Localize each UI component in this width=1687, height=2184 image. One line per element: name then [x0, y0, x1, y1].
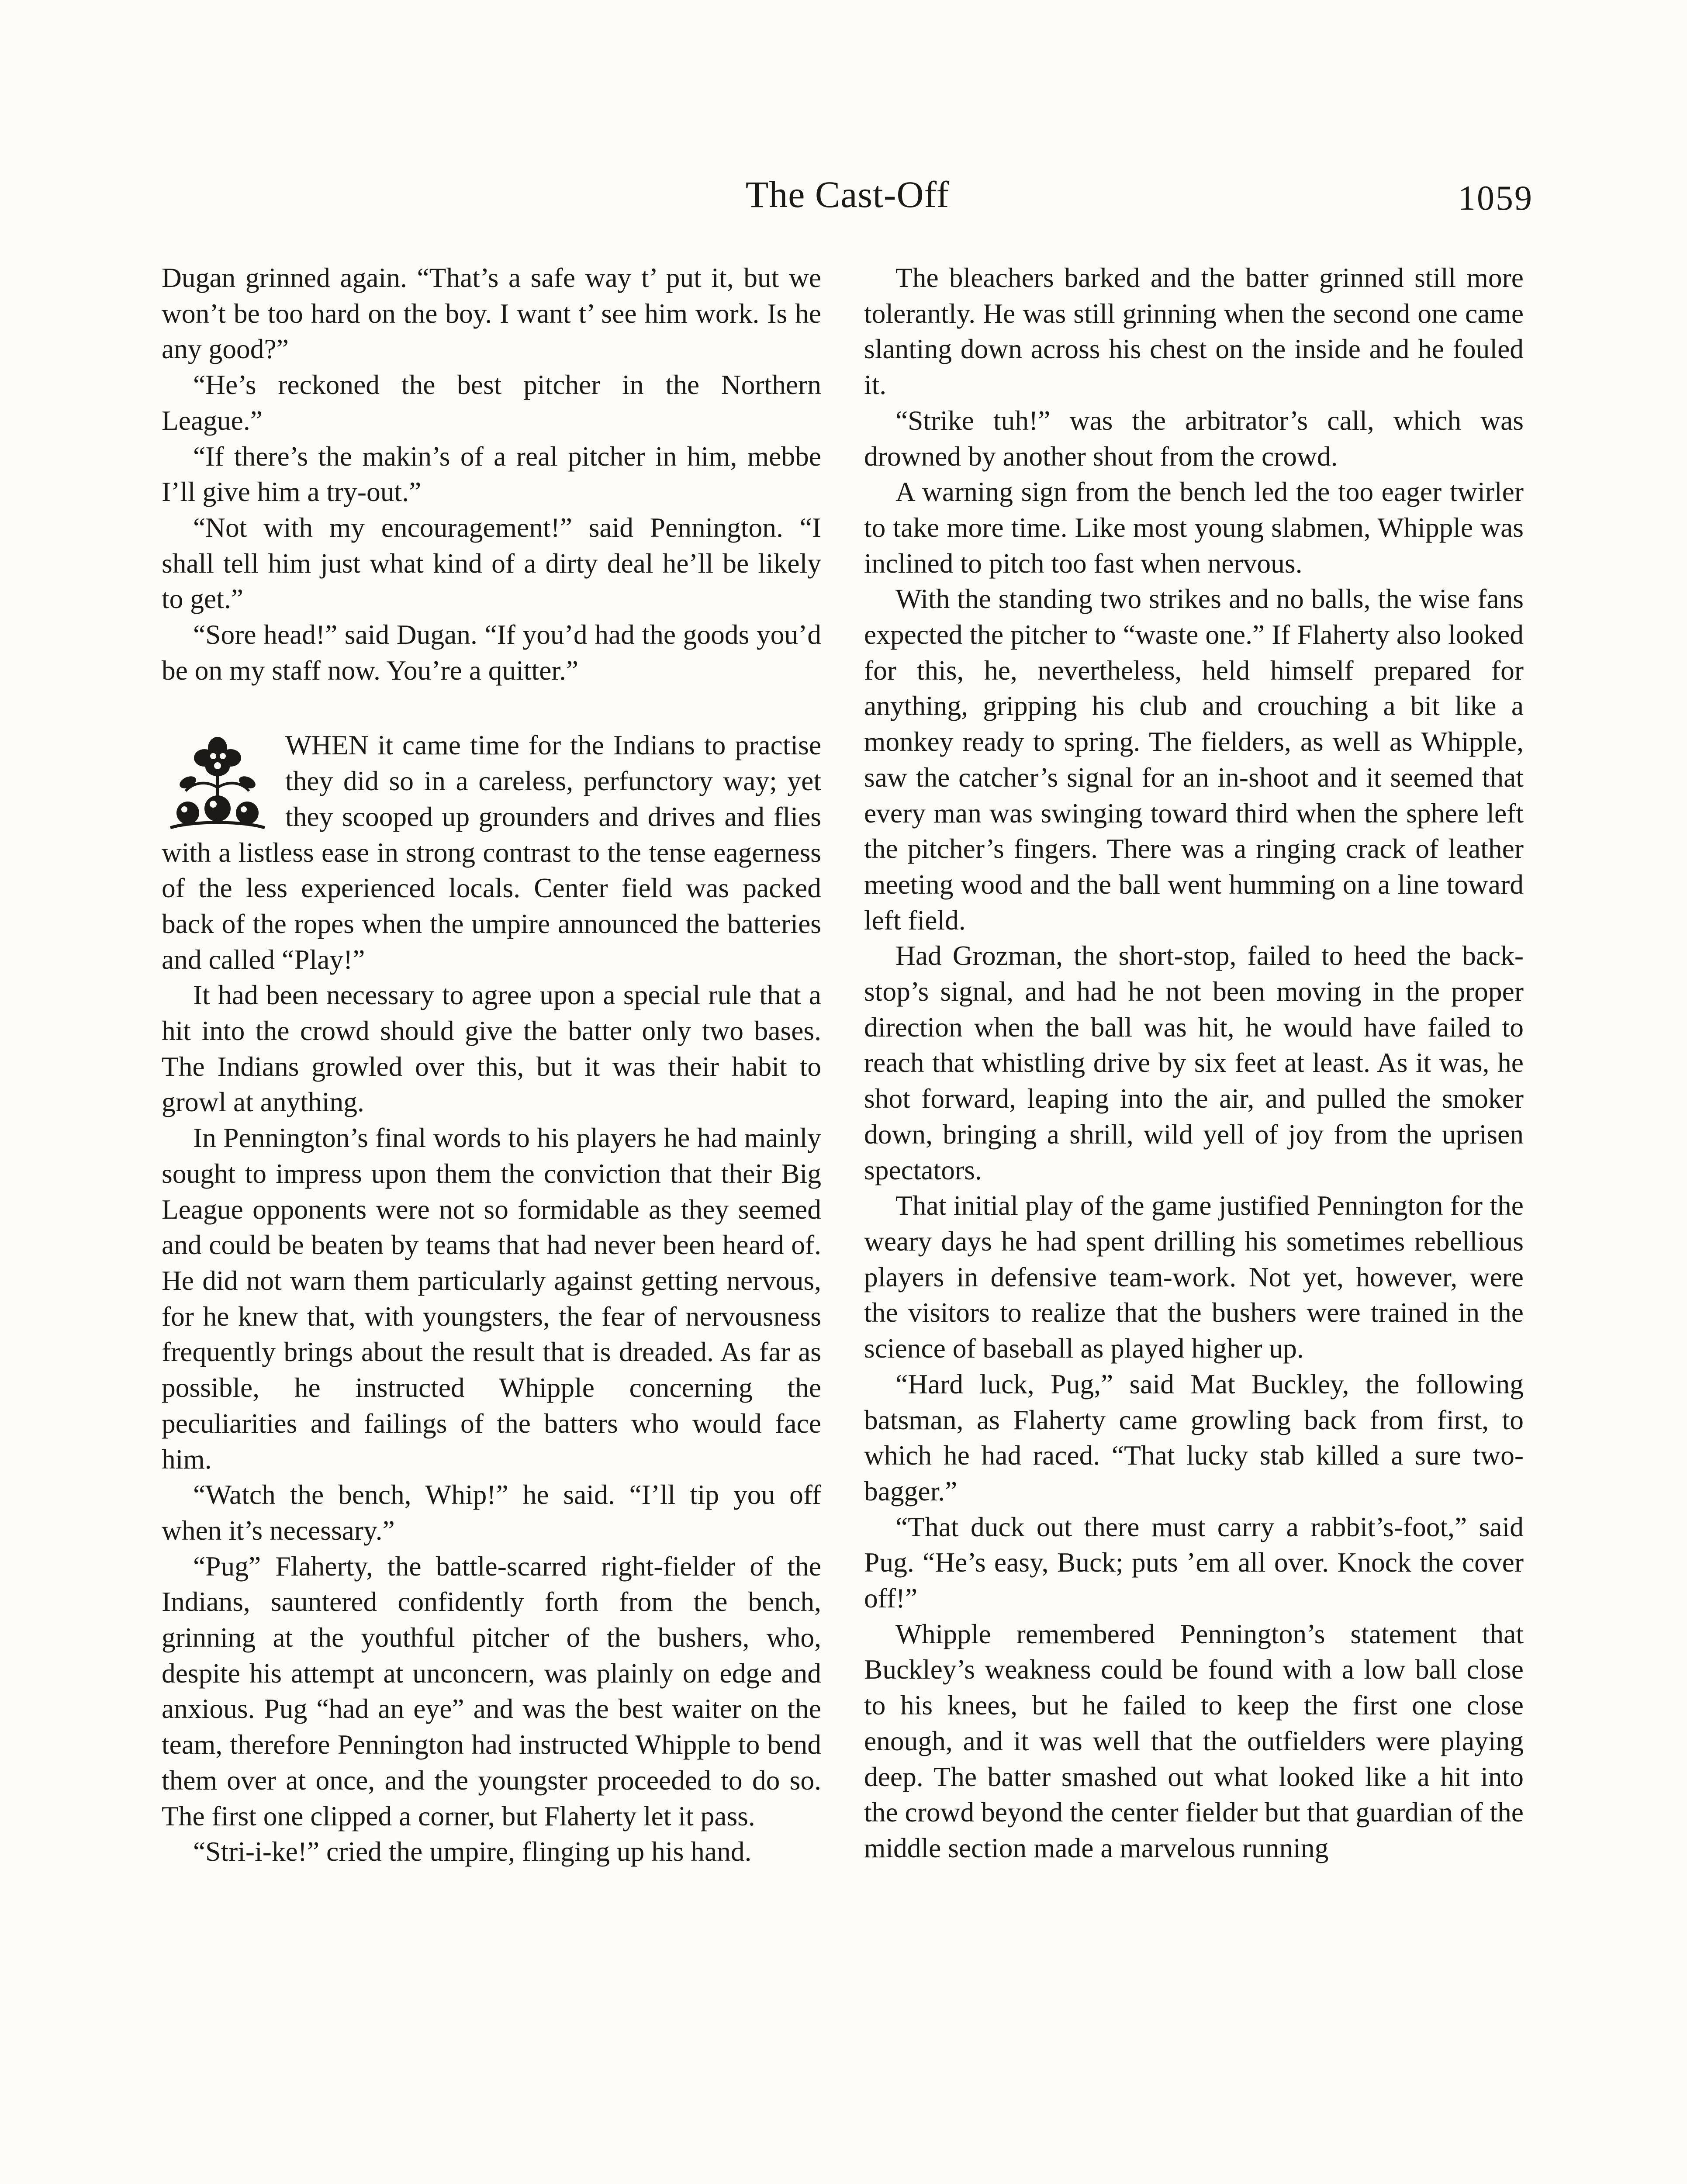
paragraph: A warning sign from the bench led the too eager twirler to take more time. Like most young slabmen, Whipple was inclined to pitch too fast when nervous. — [864, 476, 1524, 579]
paragraph: “Strike tuh!” was the arbitrator’s call, which was drowned by another shout from the crowd. — [864, 404, 1524, 472]
paragraph: “Hard luck, Pug,” said Mat Buckley, the following batsman, as Flaherty came growling back from first, to which he had raced. “That lucky stab killed a sure two-bagger.” — [864, 1368, 1524, 1507]
paragraph: WHEN it came time for the Indians to practise they did so in a careless, perfunctory way; yet they scooped up grounders and drives and flies with a listless ease in strong contrast to the tense eagerness of the less experienced locals. Center field was packed back of the ropes when the umpire announced the batteries and called “Play!” — [162, 729, 821, 975]
paragraph: That initial play of the game justified Pennington for the weary days he had spent drilling his sometimes rebellious players in defensive team-work. Not yet, however, were the visitors to realize that the bushers were trained in the science of baseball as played higher up. — [864, 1190, 1524, 1364]
paragraph: “He’s reckoned the best pitcher in the Northern League.” — [162, 369, 821, 436]
paragraph: The bleachers barked and the batter grinned still more tolerantly. He was still grinning when the second one came slanting down across his chest on the inside and he fouled it. — [864, 262, 1524, 401]
paragraph: “Pug” Flaherty, the battle-scarred right-fielder of the Indians, sauntered confidently forth from the bench, grinning at the youthful pitcher of the bushers, who, despite his attempt at unconcern, was plainly on edge and anxious. Pug “had an eye” and was the best waiter on the team, therefore Pennington had instructed Whipple to bend them over at once, and the youngster proceeded to do so. The first one clipped a corner, but Flaherty let it pass. — [162, 1550, 821, 1832]
section-break — [162, 688, 821, 727]
running-title: The Cast-Off — [745, 173, 950, 215]
paragraph: It had been necessary to agree upon a special rule that a hit into the crowd should give the batter only two bases. The Indians growled over this, but it was their habit to growl at anything. — [162, 979, 821, 1118]
paragraph: “If there’s the makin’s of a real pitcher in him, mebbe I’ll give him a try-out.” — [162, 440, 821, 508]
paragraph: “Watch the bench, Whip!” he said. “I’ll tip you off when it’s necessary.” — [162, 1479, 821, 1546]
paragraph: “Stri-i-ke!” cried the umpire, flinging up his hand. — [193, 1836, 752, 1867]
page-number: 1059 — [1458, 179, 1533, 218]
paragraph: “That duck out there must carry a rabbit’s-foot,” said Pug. “He’s easy, Buck; puts ’em all over. Knock the cover off!” — [864, 1511, 1524, 1614]
floral-ornament-icon — [162, 731, 273, 833]
paragraph: Dugan grinned again. “That’s a safe way t’ put it, but we won’t be too hard on the boy. I want t’ see him work. Is he any good?” — [162, 262, 821, 365]
paragraph: Had Grozman, the short-stop, failed to heed the back-stop’s signal, and had he not been moving in the proper direction when the ball was hit, he would have failed to reach that whistling drive by six feet at least. As it was, he shot forward, leaping into the air, and pulled the smoker down, bringing a shrill, wild yell of joy from the uprisen spectators. — [864, 940, 1524, 1185]
paragraph: In Pennington’s final words to his players he had mainly sought to impress upon them the conviction that their Big League opponents were not so formidable as they seemed and could be beaten by teams that had never been heard of. He did not warn them particularly against getting nervous, for he knew that, with youngsters, the fear of nervousness frequently brings about the result that is dreaded. As far as possible, he instructed Whipple concerning the peculiarities and failings of the batters who would face him. — [162, 1122, 821, 1475]
paragraph: “Sore head!” said Dugan. “If you’d had the goods you’d be on my staff now. You’re a quitter.” — [162, 619, 821, 686]
paragraph: With the standing two strikes and no balls, the wise fans expected the pitcher to “waste one.” If Flaherty also looked for this, he, nevertheless, held himself prepared for anything, gripping his club and crouching a bit like a monkey ready to spring. The fielders, as well as Whipple, saw the catcher’s signal for an in-shoot and it seemed that every man was swinging toward third when the sphere left the pitcher’s fingers. There was a ringing crack of leather meeting wood and the ball went humming on a line toward left field. — [864, 583, 1524, 936]
paragraph: Whipple remembered Pennington’s statement that Buckley’s weakness could be found with a low ball close to his knees, but he failed to keep the first one close enough, and it was well that the outfielders were playing deep. The batter smashed out what looked like a hit into the crowd beyond the center fielder but that guardian of the middle section made a marvelous running — [864, 1618, 1524, 1863]
right-column — [864, 260, 1524, 1866]
page-header — [162, 173, 1533, 229]
left-column — [162, 260, 821, 1870]
paragraph: “Not with my encouragement!” said Pennington. “I shall tell him just what kind of a dirty deal he’ll be likely to get.” — [162, 511, 821, 615]
